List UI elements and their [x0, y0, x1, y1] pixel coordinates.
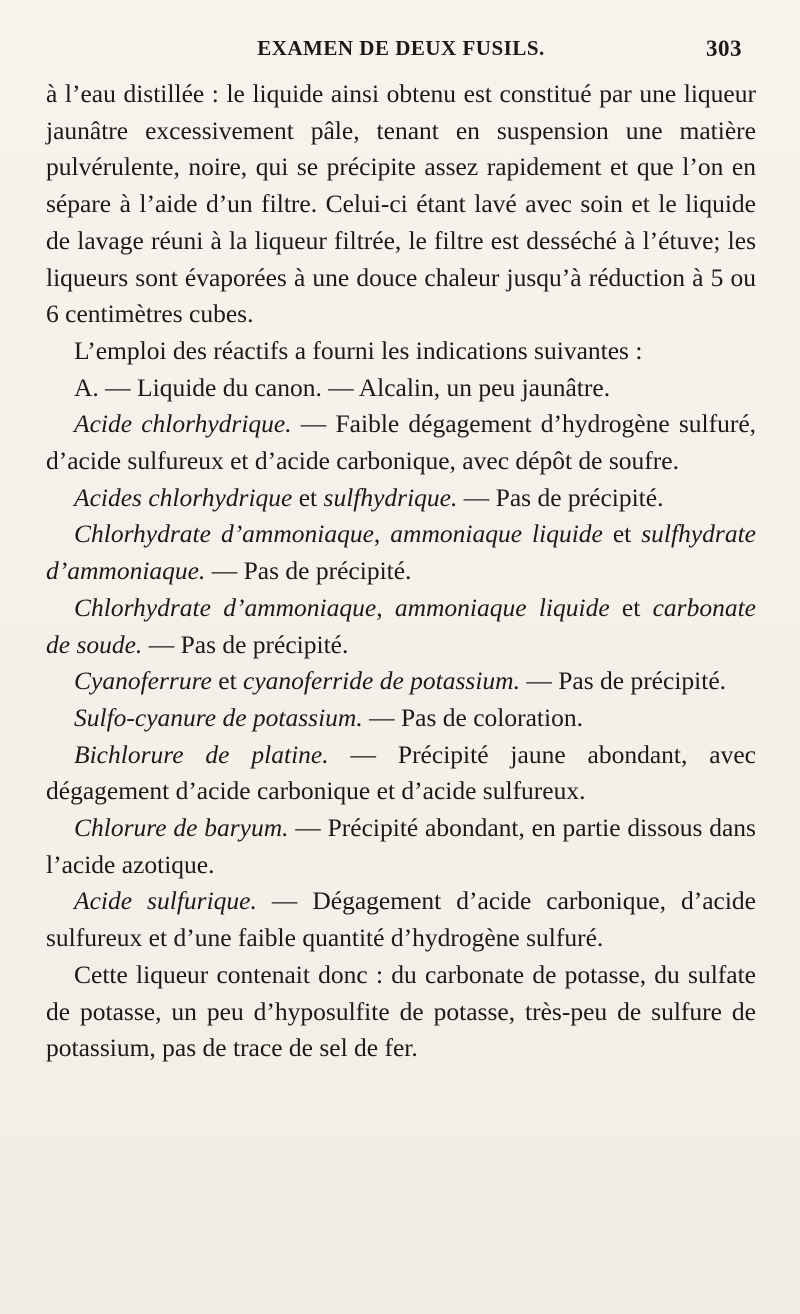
text-run: — Pas de précipité. [457, 482, 664, 512]
text-run: A. — Liquide du canon. — Alcalin, un peu jaunâtre. [74, 372, 611, 402]
paragraph [46, 406, 756, 479]
text-run: — Précipité jaune abondant, avec dégagement d’acide carbonique et d’acide sulfureux. [46, 739, 756, 806]
text-run: — Pas de précipité. [142, 629, 349, 659]
paragraph [46, 663, 756, 700]
text-run: et [609, 592, 653, 622]
text-run: Cette liqueur contenait donc : du carbonate de potasse, du sulfate de potasse, un peu d’hyposulfite de potasse, très-peu de sulfure de potassium, pas de trace de sel de fer. [46, 959, 756, 1063]
italic-term: ammoniaque liquide [390, 519, 603, 549]
text-run: et [211, 666, 244, 696]
italic-term: carbonate de soude. [46, 592, 757, 659]
page-number: 303 [706, 36, 742, 61]
text-run: — Pas de coloration. [362, 702, 583, 732]
italic-term: cyanoferride de potassium. [243, 666, 520, 696]
italic-term: ammoniaque liquide [394, 592, 610, 622]
italic-term: Sulfo-cyanure de potassium. [74, 702, 363, 732]
italic-term: Chlorure de baryum. [74, 813, 289, 843]
paragraph [46, 480, 756, 517]
text-run: , [373, 519, 391, 549]
text-run: L’emploi des réactifs a fourni les indications suivantes : [74, 335, 643, 365]
text-run: et [292, 482, 324, 512]
paragraph [46, 737, 756, 810]
text-run: — Dégagement d’acide carbonique, d’acide sulfureux et d’une faible quantité d’hydrogène sulfuré. [46, 886, 756, 953]
text-run: , [376, 592, 395, 622]
text-run: — Pas de précipité. [205, 556, 412, 586]
paragraph [46, 516, 756, 589]
paragraph [46, 370, 756, 407]
paragraph [46, 700, 756, 737]
text-run: — Pas de précipité. [519, 666, 727, 696]
paragraph [46, 333, 756, 370]
paragraph [46, 883, 756, 956]
paragraph [46, 810, 756, 883]
italic-term: Acide chlorhydrique. [74, 409, 292, 439]
running-header [46, 36, 756, 76]
italic-term: Chlorhydrate d’ammoniaque [74, 519, 374, 549]
text-run: et [602, 519, 642, 549]
paragraph [46, 957, 756, 1067]
italic-term: sulfhydrate d’ammoniaque. [46, 519, 756, 586]
italic-term: Chlorhydrate d’ammoniaque [74, 592, 377, 622]
body-text [46, 76, 756, 1067]
text-run: — Précipité abondant, en partie dissous dans l’acide azotique. [46, 813, 756, 879]
italic-term: Cyanoferrure [74, 666, 212, 696]
italic-term: sulfhydrique. [323, 482, 458, 512]
paragraph [46, 590, 756, 663]
italic-term: Acide sulfurique. [74, 886, 257, 916]
running-title: EXAMEN DE DEUX FUSILS. [257, 36, 545, 60]
italic-term: Bichlorure de platine. [74, 739, 329, 769]
text-run: — Faible dégagement d’hydrogène sulfuré, d’acide sulfureux et d’acide carbonique, avec dépôt de soufre. [46, 409, 757, 476]
text-run: à l’eau distillée : le liquide ainsi obtenu est constitué par une liqueur jaunâtre excessivement pâle, tenant en suspension une matière pulvérulente, noire, qui se précipite assez rapidement et que l’on en sépare à l’aide d’un filtre. Celui-ci étant lavé avec soin et le liquide de lavage réuni à la liqueur filtrée, le filtre est desséché à l’étuve; les liqueurs sont évaporées à une douce chaleur jusqu’à réduction à 5 ou 6 centimètres cubes. [46, 79, 756, 329]
italic-term: Acides chlorhydrique [74, 482, 293, 512]
paragraph [46, 76, 756, 333]
